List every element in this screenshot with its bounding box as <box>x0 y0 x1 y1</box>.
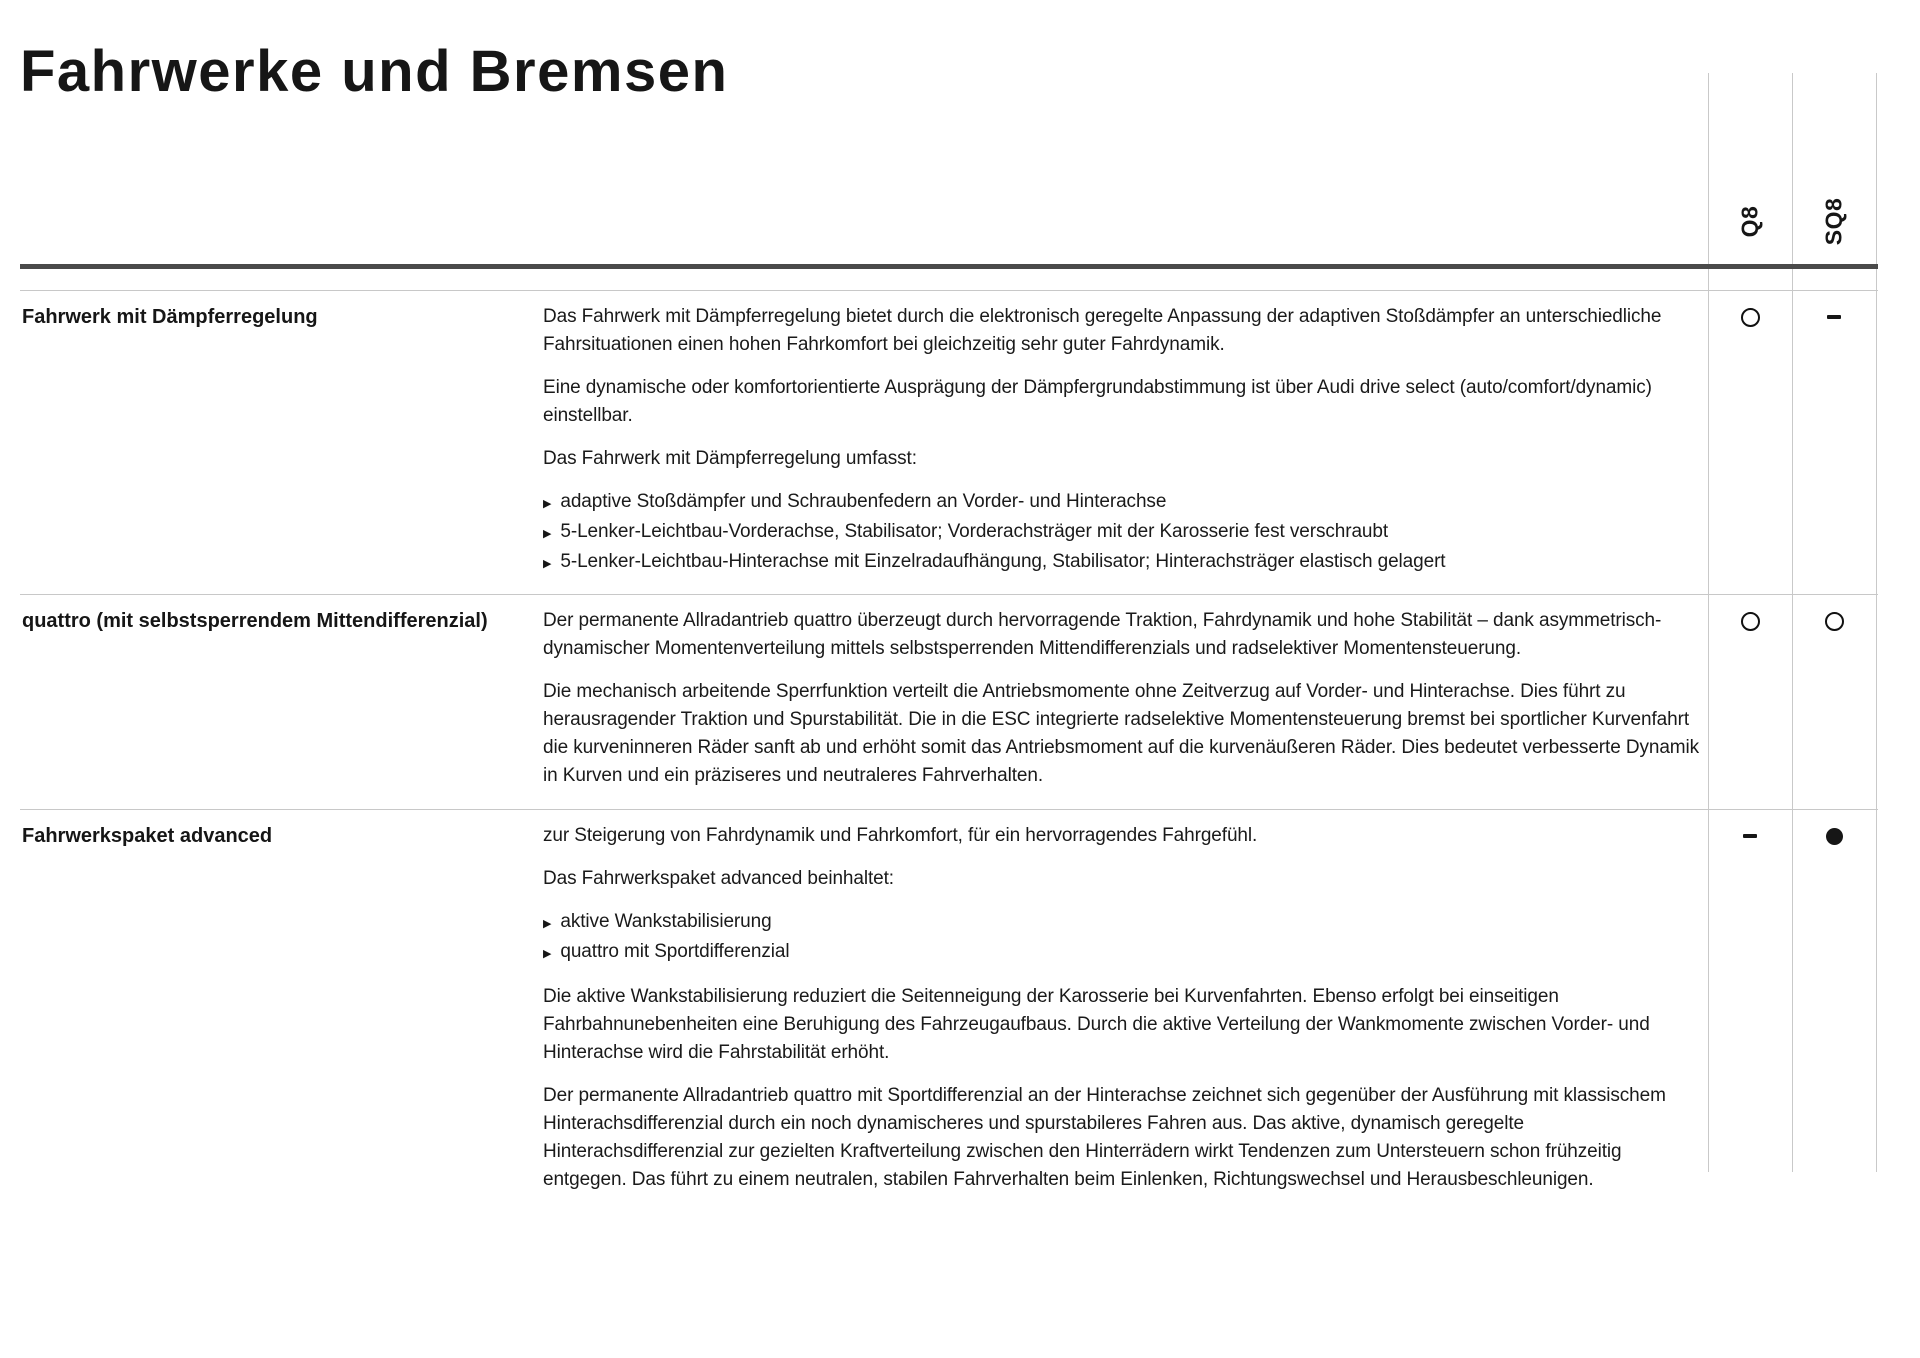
feature-bullet-list <box>543 488 1700 578</box>
column-header-sq8-label: SQ8 <box>1820 197 1847 245</box>
column-header-sq8 <box>1792 185 1876 257</box>
bullet-triangle-icon: ▶ <box>543 558 552 570</box>
availability-cell-sq8 <box>1792 822 1876 850</box>
list-item <box>543 518 1700 548</box>
bullet-triangle-icon: ▶ <box>543 528 552 540</box>
bullet-triangle-icon: ▶ <box>543 498 552 510</box>
page-title: Fahrwerke und Bremsen <box>20 39 729 104</box>
availability-cell-sq8 <box>1792 607 1876 635</box>
feature-name: Fahrwerk mit Dämpferregelung <box>22 306 318 328</box>
description-paragraph: Eine dynamische oder komfortorientierte Ausprägung der Dämpfergrundabstimmung ist über Audi drive select (auto/comfort/dynamic) einstellbar. <box>543 377 1652 426</box>
availability-cell-q8 <box>1708 607 1792 635</box>
availability-dash-icon <box>1743 834 1757 838</box>
availability-cell-q8 <box>1708 822 1792 850</box>
availability-circle-outline-icon <box>1825 612 1844 631</box>
availability-dot-filled-icon <box>1826 828 1843 845</box>
feature-name: quattro (mit selbstsperrendem Mittendifferenzial) <box>22 610 488 632</box>
table-row <box>20 290 1878 594</box>
availability-cell-q8 <box>1708 303 1792 331</box>
description-paragraph: zur Steigerung von Fahrdynamik und Fahrkomfort, für ein hervorragendes Fahrgefühl. <box>543 825 1258 846</box>
list-item <box>543 908 1700 938</box>
bullet-triangle-icon: ▶ <box>543 948 552 960</box>
availability-circle-outline-icon <box>1741 612 1760 631</box>
description-paragraph: Das Fahrwerk mit Dämpferregelung bietet durch die elektronisch geregelte Anpassung der adaptiven Stoßdämpfer an unterschiedliche Fahrsituationen einen hohen Fahrkomfort bei gleichzeitig sehr guter Fahrdynamik. <box>543 306 1662 355</box>
feature-bullet-list <box>543 908 1700 968</box>
description-paragraph: Das Fahrwerk mit Dämpferregelung umfasst: <box>543 448 917 469</box>
feature-description <box>543 822 1700 1194</box>
feature-description <box>543 303 1700 578</box>
list-item <box>543 548 1700 578</box>
description-paragraph: Das Fahrwerkspaket advanced beinhaltet: <box>543 868 894 889</box>
bullet-triangle-icon: ▶ <box>543 918 552 930</box>
list-item-text: 5-Lenker-Leichtbau-Hinterachse mit Einzelradaufhängung, Stabilisator; Hinterachsträger elastisch gelagert <box>560 551 1446 572</box>
table-row <box>20 809 1878 1229</box>
list-item-text: quattro mit Sportdifferenzial <box>560 941 790 962</box>
column-header-q8 <box>1708 185 1792 257</box>
feature-table <box>20 290 1878 1229</box>
table-row <box>20 594 1878 809</box>
list-item-text: adaptive Stoßdämpfer und Schraubenfedern an Vorder- und Hinterachse <box>560 491 1167 512</box>
description-paragraph: Die aktive Wankstabilisierung reduziert die Seitenneigung der Karosserie bei Kurvenfahrten. Ebenso erfolgt bei einseitigen Fahrbahnunebenheiten eine Beruhigung des Fahrzeugaufbaus. Durch die aktive Verteilung der Wankmomente zwischen Vorder- und Hinterachse wird die Fahrstabilität erhöht. <box>543 986 1650 1063</box>
list-item-text: 5-Lenker-Leichtbau-Vorderachse, Stabilisator; Vorderachsträger mit der Karosserie fest verschraubt <box>560 521 1389 542</box>
list-item <box>543 488 1700 518</box>
feature-name: Fahrwerkspaket advanced <box>22 825 273 847</box>
header-rule <box>20 264 1878 269</box>
column-header-q8-label: Q8 <box>1736 205 1763 237</box>
list-item <box>543 938 1700 968</box>
description-paragraph: Der permanente Allradantrieb quattro mit Sportdifferenzial an der Hinterachse zeichnet sich gegenüber der Ausführung mit klassischem Hinterachsdifferenzial durch ein noch dynamischeres und spurstabileres Fahren aus. Das aktive, dynamisch geregelte Hinterachsdifferenzial zur gezielten Kraftverteilung zwischen den Hinterrädern wirkt Tendenzen zum Untersteuern schon frühzeitig entgegen. Das führt zu einem neutralen, stabilen Fahrverhalten beim Einlenken, Richtungswechsel und Herausbeschleunigen. <box>543 1085 1666 1190</box>
availability-dash-icon <box>1827 315 1841 319</box>
availability-cell-sq8 <box>1792 303 1876 331</box>
description-paragraph: Der permanente Allradantrieb quattro überzeugt durch hervorragende Traktion, Fahrdynamik und hohe Stabilität – dank asymmetrisch-dynamischer Momentenverteilung mittels selbstsperrenden Mittendifferenzials und radselektiver Momentensteuerung. <box>543 610 1662 659</box>
description-paragraph: Die mechanisch arbeitende Sperrfunktion verteilt die Antriebsmomente ohne Zeitverzug auf Vorder- und Hinterachse. Dies führt zu herausragender Traktion und Spurstabilität. Die in die ESC integrierte radselektive Momentensteuerung bremst bei sportlicher Kurvenfahrt die kurveninneren Räder sanft ab und erhöht somit das Antriebsmoment auf die kurvenäußeren Räder. Dies bedeutet verbesserte Dynamik in Kurven und ein präziseres und neutraleres Fahrverhalten. <box>543 681 1700 786</box>
availability-circle-outline-icon <box>1741 308 1760 327</box>
list-item-text: aktive Wankstabilisierung <box>560 911 772 932</box>
feature-description <box>543 607 1700 790</box>
